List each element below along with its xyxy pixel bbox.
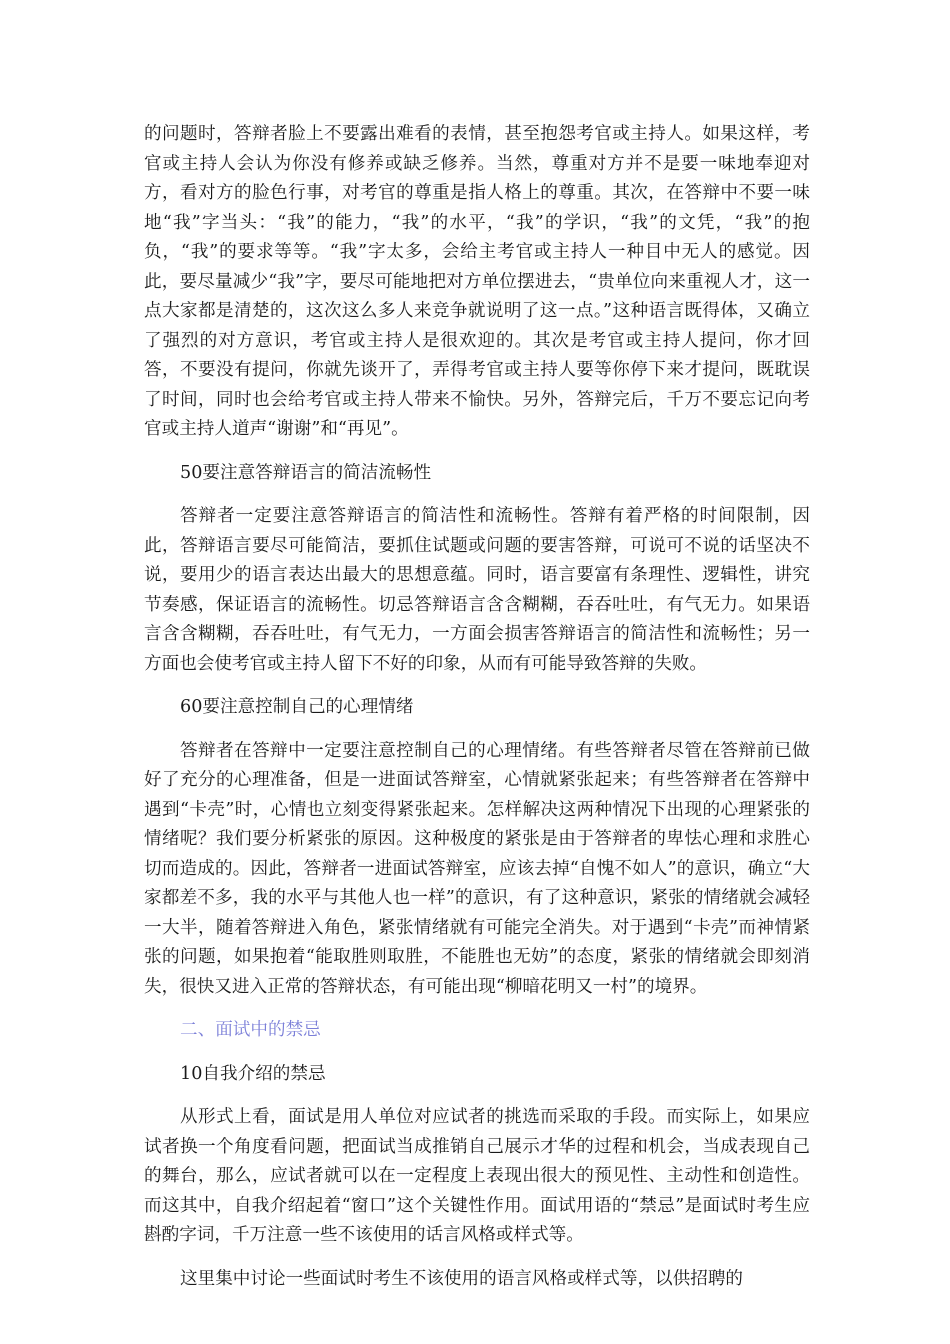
paragraph-concise-fluent: 答辩者一定要注意答辩语言的简洁性和流畅性。答辩有着严格的时间限制，因此，答辩语言要尽可能简洁，要抓住试题或问题的要害答辩，可说可不说的话坚决不说，要用少的语言表达出最大的思想意蕴。同时，语言要富有条理性、逻辑性，讲究节奏感，保证语言的流畅性。切忌答辩语言含含糊糊，吞吞吐吐，有气无力。如果语言含含糊糊，吞吞吐吐，有气无力，一方面会损害答辩语言的简洁性和流畅性；另一方面也会使考官或主持人留下不好的印象，从而有可能导致答辩的失败。 xyxy=(144,506,810,674)
paragraph-respect: 的问题时，答辩者脸上不要露出难看的表情，甚至抱怨考官或主持人。如果这样，考官或主持人会认为你没有修养或缺乏修养。当然，尊重对方并不是要一味地奉迎对方，看对方的脸色行事，对考官的尊重是指人格上的尊重。其次，在答辩中不要一味地“我”字当头：“我”的能力，“我”的水平，“我”的学识，“我”的文凭，“我”的抱负，“我”的要求等等。“我”字太多，会给主考官或主持人一种目中无人的感觉。因此，要尽量减少“我”字，要尽可能地把对方单位摆进去，“贵单位向来重视人才，这一点大家都是清楚的，这次这么多人来竞争就说明了这一点。”这种语言既得体，又确立了强烈的对方意识，考官或主持人是很欢迎的。其次是考官或主持人提问，你才回答，不要没有提问，你就先谈开了，弄得考官或主持人要等你停下来才提问，既耽误了时间，同时也会给考官或主持人带来不愉快。另外，答辩完后，千万不要忘记向考官或主持人道声“谢谢”和“再见”。 xyxy=(144,124,810,439)
paragraph-self-intro: 从形式上看，面试是用人单位对应试者的挑选而采取的手段。而实际上，如果应试者换一个角度看问题，把面试当成推销自己展示才华的过程和机会，当成表现自己的舞台，那么，应试者就可以在一定程度上表现出很大的预见性、主动性和创造性。而这其中，自我介绍起着“窗口”这个关键性作用。面试用语的“禁忌”是面试时考生应斟酌字词，千万注意一些不该使用的话言风格或样式等。 xyxy=(144,1107,810,1245)
section-title-interview-taboos: 二、面试中的禁忌 xyxy=(180,1020,321,1040)
subheading-concise-fluent: 50要注意答辩语言的简洁流畅性 xyxy=(180,462,432,483)
paragraph-emotion-control: 答辩者在答辩中一定要注意控制自己的心理情绪。有些答辩者尽管在答辩前已做好了充分的心理准备，但是一进面试答辩室，心情就紧张起来；有些答辩者在答辩中遇到“卡壳”时，心情也立刻变得紧张起来。怎样解决这两种情况下出现的心理紧张的情绪呢？我们要分析紧张的原因。这种极度的紧张是由于答辩者的卑怯心理和求胜心切而造成的。因此，答辩者一进面试答辩室，应该去掉“自愧不如人”的意识，确立“大家都差不多，我的水平与其他人也一样”的意识，有了这种意识，紧张的情绪就会减轻一大半，随着答辩进入角色，紧张情绪就有可能完全消失。对于遇到“卡壳”而神情紧张的问题，如果抱着“能取胜则取胜，不能胜也无妨”的态度，紧张的情绪就会即刻消失，很快又进入正常的答辩状态，有可能出现“柳暗花明又一村”的境界。 xyxy=(144,740,810,997)
document-page xyxy=(144,120,810,1294)
paragraph-discussion-start: 这里集中讨论一些面试时考生不该使用的语言风格或样式等，以供招聘的 xyxy=(180,1268,744,1289)
subheading-self-intro-taboos: 10自我介绍的禁忌 xyxy=(180,1063,326,1084)
subheading-emotion-control: 60要注意控制自己的心理情绪 xyxy=(180,697,414,717)
